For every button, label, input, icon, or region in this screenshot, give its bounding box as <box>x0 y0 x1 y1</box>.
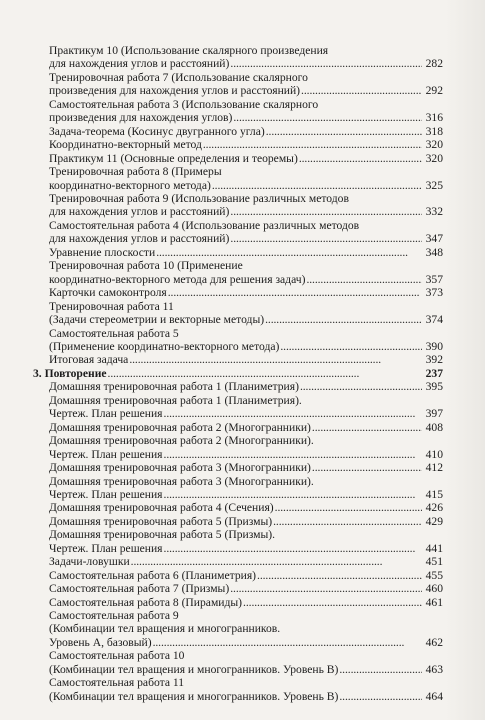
toc-entry-line <box>33 488 443 501</box>
dot-leader <box>243 596 422 609</box>
dot-leader <box>230 232 422 245</box>
dot-leader <box>265 313 422 326</box>
toc-entry-line <box>33 582 443 595</box>
dot-leader <box>129 353 422 366</box>
dot-leader <box>275 501 422 514</box>
toc-entry-text: Задача-теорема (Косинус двугранного угла) <box>49 124 265 138</box>
toc-entry-line <box>33 380 443 393</box>
toc-page-number: 347 <box>425 232 443 246</box>
toc-entry-line <box>33 340 443 353</box>
toc-entry <box>33 596 443 609</box>
toc-entry-line <box>33 111 443 124</box>
toc-entry <box>33 44 443 71</box>
toc-entry <box>33 300 443 327</box>
toc-page-number: 390 <box>425 339 443 353</box>
toc-entry <box>33 192 443 219</box>
toc-entry <box>33 421 443 434</box>
toc-entry-text: Чертеж. План решения <box>49 487 163 501</box>
dot-leader <box>108 367 422 380</box>
toc-entry <box>33 246 443 259</box>
toc-entry <box>33 569 443 582</box>
toc-entry-text: (Применение координатно-векторного метода) <box>49 339 280 353</box>
toc-entry-text: Чертеж. План решения <box>49 447 163 461</box>
toc-entry <box>33 475 443 502</box>
toc-entry-text: Самостоятельная работа 11 <box>49 676 185 690</box>
toc-entry-text: Домашняя тренировочная работа 5 (Призмы) <box>49 514 273 528</box>
toc-entry-line <box>33 273 443 286</box>
toc-entry-line <box>33 125 443 138</box>
page-edge-shadow <box>445 0 485 720</box>
toc-entry-text: Задачи-ловушки <box>49 555 130 569</box>
dot-leader <box>153 636 422 649</box>
toc-entry-line <box>33 313 443 326</box>
toc-entry-line <box>33 138 443 151</box>
toc-entry-text: Домашняя тренировочная работа 4 (Сечения) <box>49 501 274 515</box>
toc-entry <box>33 461 443 474</box>
dot-leader <box>280 340 422 353</box>
toc-entry-text: (Задачи стереометрии и векторные методы) <box>49 313 265 327</box>
toc-entry <box>33 286 443 299</box>
toc-page-number: 282 <box>425 57 443 71</box>
dot-leader <box>312 461 422 474</box>
toc-entry <box>33 259 443 286</box>
dot-leader <box>233 111 422 124</box>
toc-entry <box>33 125 443 138</box>
toc-entry <box>33 353 443 366</box>
toc-entry-text: для нахождения углов и расстояний) <box>49 57 230 71</box>
toc-page-number: 357 <box>425 272 443 286</box>
toc-entry-line <box>33 461 443 474</box>
toc-entry-line <box>33 286 443 299</box>
dot-leader <box>339 690 422 703</box>
toc-entry <box>33 165 443 192</box>
toc-entry-text: Практикум 10 (Использование скалярного произведения <box>49 44 329 57</box>
toc-entry-line <box>33 569 443 582</box>
toc-section-heading <box>33 367 443 380</box>
toc-page-number: 415 <box>425 487 443 501</box>
toc-entry <box>33 515 443 528</box>
toc-entry-text: 3. Повторение <box>33 366 107 380</box>
toc-entry-text: Тренировочная работа 11 <box>49 299 174 313</box>
toc-page-number: 441 <box>425 541 443 555</box>
toc-page-number: 374 <box>425 313 443 327</box>
toc-page-number: 408 <box>425 420 443 434</box>
dot-leader <box>230 582 422 595</box>
toc-page-number: 461 <box>425 595 443 609</box>
toc-entry-line <box>33 152 443 165</box>
toc-entry-text: Координатно-векторный метод <box>49 138 202 152</box>
dot-leader <box>273 515 422 528</box>
toc-entry-text: координатно-векторного метода) <box>49 178 211 192</box>
toc-entry <box>33 138 443 151</box>
toc-entry-line <box>33 542 443 555</box>
toc-entry-line <box>33 596 443 609</box>
dot-leader <box>164 407 422 420</box>
toc-entry-line <box>33 246 443 259</box>
toc-entry-text: Тренировочная работа 7 (Использование скалярного <box>49 70 308 84</box>
dot-leader <box>299 152 422 165</box>
toc-page-number: 325 <box>425 178 443 192</box>
toc-entry <box>33 394 443 421</box>
toc-entry-line <box>33 232 443 245</box>
toc-entry-text: Домашняя тренировочная работа 5 (Призмы). <box>49 528 276 542</box>
toc-entry-text: Чертеж. План решения <box>49 407 163 421</box>
toc-entry-text: Тренировочная работа 9 (Использование различных методов <box>49 191 349 205</box>
dot-leader <box>168 286 422 299</box>
toc-page-number: 451 <box>425 555 443 569</box>
toc-entry-text: Домашняя тренировочная работа 2 (Многогранники) <box>49 420 311 434</box>
toc-entry-text: (Комбинации тел вращения и многогранников. Уровень В) <box>49 662 339 676</box>
toc-entry-text: для нахождения углов и расстояний) <box>49 205 230 219</box>
toc-entry-text: Карточки самоконтроля <box>49 286 167 300</box>
dot-leader <box>164 448 422 461</box>
toc-entry-text: Уравнение плоскости <box>49 245 156 259</box>
toc-page-number: 348 <box>425 245 443 259</box>
toc-entry-line <box>33 636 443 649</box>
toc-page-number: 237 <box>425 366 443 380</box>
toc-entry-text: Уровень А, базовый) <box>49 635 152 649</box>
toc-entry-text: Домашняя тренировочная работа 2 (Многогранники). <box>49 434 314 448</box>
dot-leader <box>230 205 422 218</box>
toc-page-number: 429 <box>425 514 443 528</box>
toc-entry-line <box>33 353 443 366</box>
toc-entry-text: Домашняя тренировочная работа 1 (Планиметрия). <box>49 393 302 407</box>
toc-page-number: 460 <box>425 582 443 596</box>
toc-entry-text: Тренировочная работа 8 (Примеры <box>49 165 222 179</box>
toc-entry <box>33 582 443 595</box>
toc-entry <box>33 528 443 555</box>
toc-entry-text: Самостоятельная работа 4 (Использование различных методов <box>49 218 360 232</box>
toc-entry-line <box>33 448 443 461</box>
toc-entry-text: Самостоятельная работа 8 (Пирамиды) <box>49 595 243 609</box>
toc-entry-text: Домашняя тренировочная работа 3 (Многогранники). <box>49 474 314 488</box>
dot-leader <box>312 421 422 434</box>
toc-entry-text: (Комбинации тел вращения и многогранников. <box>49 622 281 636</box>
toc-page-number: 462 <box>425 635 443 649</box>
toc-entry <box>33 327 443 354</box>
toc-page-number: 410 <box>425 447 443 461</box>
toc-entry-line <box>33 367 443 380</box>
dot-leader <box>306 273 422 286</box>
toc-entry-line <box>33 407 443 420</box>
toc-entry <box>33 649 443 676</box>
toc-entry-text: Итоговая задача <box>49 353 129 367</box>
toc-entry-text: Самостоятельная работа 5 <box>49 326 179 340</box>
toc-page-number: 320 <box>425 151 443 165</box>
toc-entry <box>33 152 443 165</box>
toc-entry-line <box>33 179 443 192</box>
toc-entry-text: произведения для нахождения углов и расстояний) <box>49 84 301 98</box>
toc-entry-text: (Комбинации тел вращения и многогранников. Уровень В) <box>49 689 339 703</box>
toc-page-number: 455 <box>425 568 443 582</box>
toc-entry-line <box>33 421 443 434</box>
dot-leader <box>300 380 422 393</box>
toc-entry-line <box>33 690 443 703</box>
toc-entry <box>33 71 443 98</box>
toc-page-number: 397 <box>425 407 443 421</box>
toc-entry-text: Самостоятельная работа 6 (Планиметрия) <box>49 568 257 582</box>
toc-page-number: 464 <box>425 689 443 703</box>
toc-page-number: 412 <box>425 461 443 475</box>
toc-entry-text: Домашняя тренировочная работа 3 (Многогранники) <box>49 461 311 475</box>
toc-entry <box>33 98 443 125</box>
toc-entry-line <box>33 663 443 676</box>
toc-entry <box>33 501 443 514</box>
dot-leader <box>257 569 422 582</box>
toc-entry <box>33 380 443 393</box>
toc-entry <box>33 219 443 246</box>
toc-entry-text: координатно-векторного метода для решения задач) <box>49 272 306 286</box>
toc-entry-line <box>33 515 443 528</box>
dot-leader <box>164 542 422 555</box>
table-of-contents <box>33 44 443 703</box>
toc-entry-text: Самостоятельная работа 3 (Использование скалярного <box>49 97 319 111</box>
toc-entry-line <box>33 205 443 218</box>
toc-page-number: 426 <box>425 501 443 515</box>
toc-page-number: 316 <box>425 111 443 125</box>
dot-leader <box>339 663 422 676</box>
dot-leader <box>301 84 422 97</box>
toc-page-number: 392 <box>425 353 443 367</box>
toc-page-number: 318 <box>425 124 443 138</box>
toc-entry-text: Домашняя тренировочная работа 1 (Планиметрия) <box>49 380 299 394</box>
dot-leader <box>203 138 422 151</box>
toc-entry-text: Тренировочная работа 10 (Применение <box>49 259 243 273</box>
toc-page-number: 332 <box>425 205 443 219</box>
toc-entry-line <box>33 57 443 70</box>
toc-entry-text: Самостоятельная работа 10 <box>49 649 185 663</box>
dot-leader <box>156 246 422 259</box>
toc-page-number: 463 <box>425 662 443 676</box>
toc-entry <box>33 555 443 568</box>
toc-page-number: 373 <box>425 286 443 300</box>
toc-entry-text: Чертеж. План решения <box>49 541 163 555</box>
toc-entry <box>33 609 443 649</box>
dot-leader <box>230 57 422 70</box>
toc-entry-text: произведения для нахождения углов) <box>49 111 233 125</box>
dot-leader <box>266 125 422 138</box>
toc-entry-text: для нахождения углов и расстояний) <box>49 232 230 246</box>
toc-entry <box>33 434 443 461</box>
dot-leader <box>131 555 422 568</box>
toc-page-number: 292 <box>425 84 443 98</box>
toc-page-number: 320 <box>425 138 443 152</box>
toc-entry-text: Самостоятельная работа 9 <box>49 609 179 623</box>
toc-entry-text: Самостоятельная работа 7 (Призмы) <box>49 582 230 596</box>
dot-leader <box>164 488 422 501</box>
toc-entry-line <box>33 555 443 568</box>
toc-entry <box>33 676 443 703</box>
toc-entry-line <box>33 84 443 97</box>
toc-entry-text: Практикум 11 (Основные определения и теоремы) <box>49 151 298 165</box>
toc-page-number: 395 <box>425 380 443 394</box>
toc-entry-line <box>33 501 443 514</box>
dot-leader <box>212 179 422 192</box>
